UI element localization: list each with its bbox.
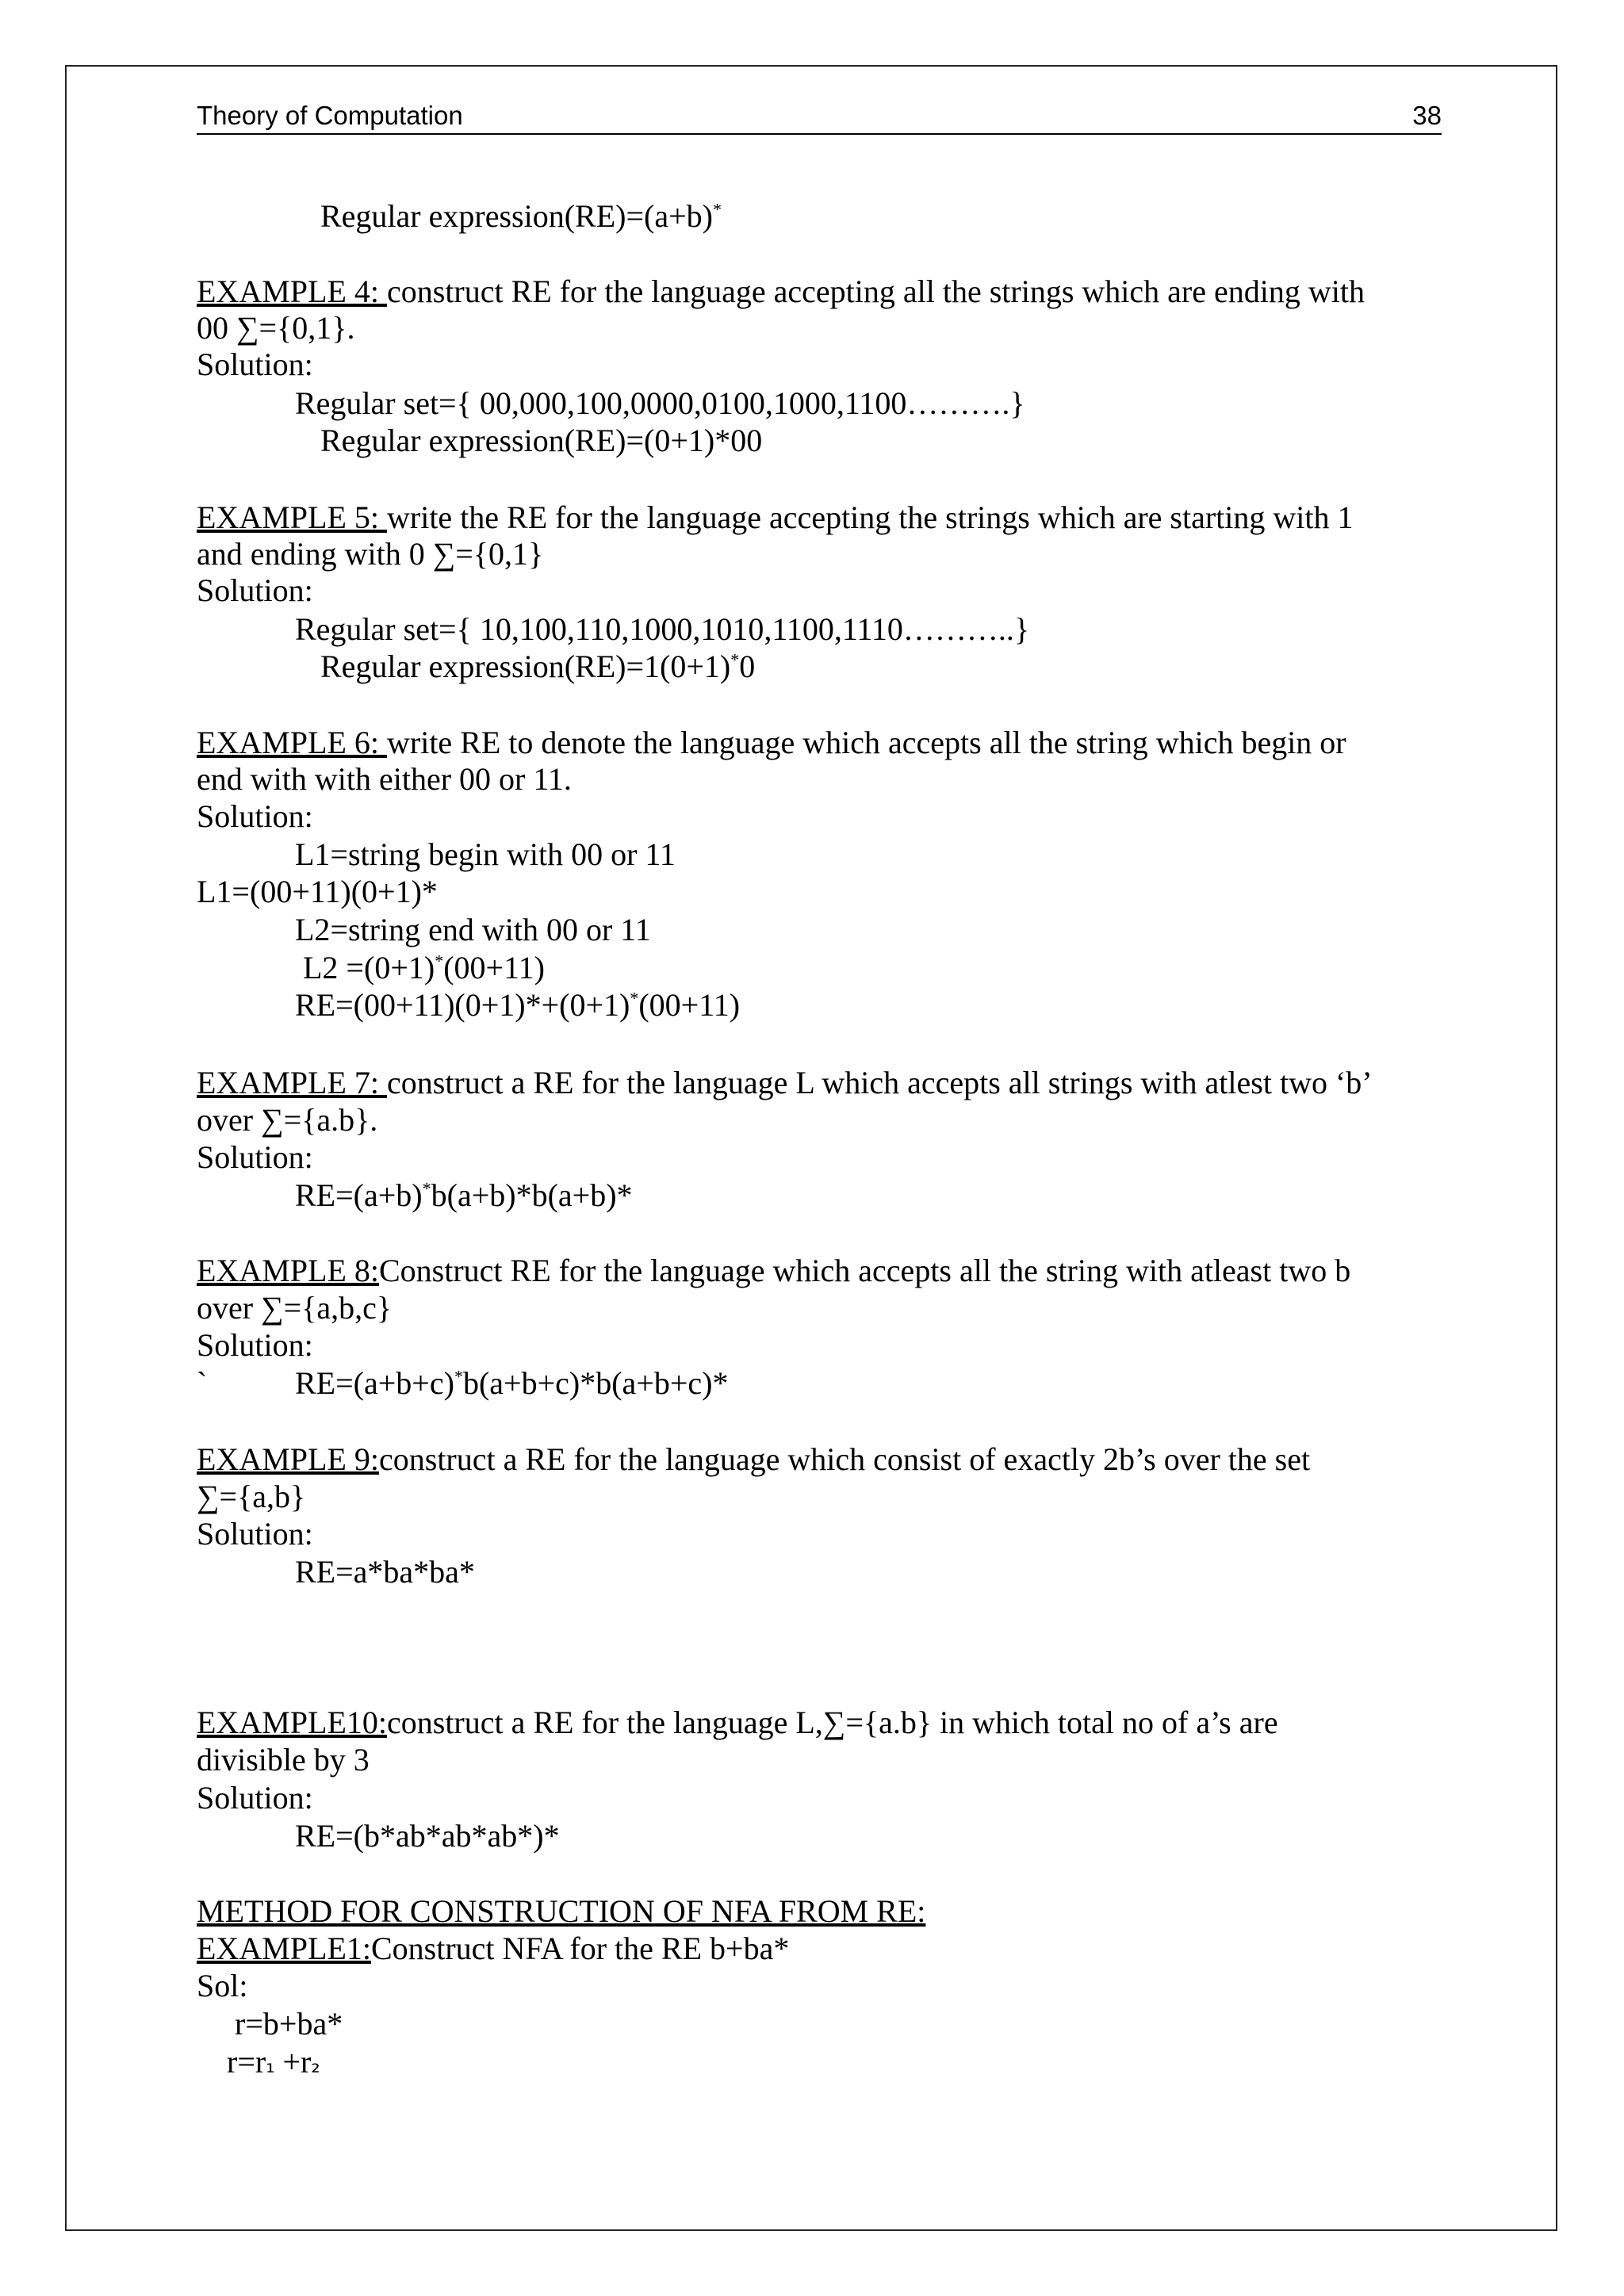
ex4-statement-cont: 00 ∑={0,1}. bbox=[197, 310, 355, 346]
ex8-statement: EXAMPLE 8:Construct RE for the language which accepts all the string with atleast two b bbox=[197, 1253, 1351, 1288]
ex6-solution-label: Solution: bbox=[197, 798, 313, 834]
ex6-l2-re: L2 =(0+1)*(00+11) bbox=[303, 950, 545, 985]
ex8-statement-cont: over ∑={a,b,c} bbox=[197, 1290, 393, 1326]
page-number: 38 bbox=[1412, 101, 1442, 130]
ex4-label: EXAMPLE 4: bbox=[197, 274, 387, 309]
ex5-regular-set: Regular set={ 10,100,110,1000,1010,1100,1110………..} bbox=[295, 611, 1030, 647]
ex8-re: RE=(a+b+c)*b(a+b+c)*b(a+b+c)* bbox=[295, 1365, 729, 1401]
ex4-solution-label: Solution: bbox=[197, 346, 313, 382]
nfa-r-line: r=b+ba* bbox=[235, 2006, 343, 2042]
header-title: Theory of Computation bbox=[197, 101, 463, 130]
ex7-re: RE=(a+b)*b(a+b)*b(a+b)* bbox=[295, 1177, 633, 1213]
ex5-label: EXAMPLE 5: bbox=[197, 499, 387, 535]
nfa-sol-label: Sol: bbox=[197, 1968, 248, 2003]
nfa-r-split: r=r₁ +r₂ bbox=[227, 2044, 320, 2080]
intro-re: Regular expression(RE)=(a+b)* bbox=[320, 198, 722, 234]
ex9-statement-cont: ∑={a,b} bbox=[197, 1479, 306, 1514]
ex7-statement: EXAMPLE 7: construct a RE for the language L which accepts all strings with atlest two ‘b’ bbox=[197, 1065, 1373, 1100]
ex6-l1-re: L1=(00+11)(0+1)* bbox=[197, 874, 438, 909]
ex6-l1-description: L1=string begin with 00 or 11 bbox=[295, 836, 676, 872]
ex4-statement: EXAMPLE 4: construct RE for the language accepting all the strings which are ending with bbox=[197, 274, 1365, 309]
nfa-section-heading: METHOD FOR CONSTRUCTION OF NFA FROM RE: bbox=[197, 1893, 926, 1929]
ex6-label: EXAMPLE 6: bbox=[197, 725, 387, 760]
ex5-statement-cont: and ending with 0 ∑={0,1} bbox=[197, 536, 544, 572]
ex7-label: EXAMPLE 7: bbox=[197, 1065, 387, 1100]
nfa-example1-label: EXAMPLE1: bbox=[197, 1931, 371, 1966]
ex8-label: EXAMPLE 8: bbox=[197, 1253, 379, 1288]
ex9-re: RE=a*ba*ba* bbox=[295, 1554, 475, 1590]
ex8-solution-label: Solution: bbox=[197, 1327, 313, 1363]
ex5-solution-label: Solution: bbox=[197, 572, 313, 608]
ex9-statement: EXAMPLE 9:construct a RE for the language which consist of exactly 2b’s over the set bbox=[197, 1441, 1311, 1477]
page-header bbox=[197, 98, 1442, 135]
ex7-statement-cont: over ∑={a.b}. bbox=[197, 1102, 378, 1138]
ex10-re: RE=(b*ab*ab*ab*)* bbox=[295, 1818, 560, 1854]
ex10-label: EXAMPLE10: bbox=[197, 1705, 387, 1740]
ex10-statement: EXAMPLE10:construct a RE for the language L,∑={a.b} in which total no of a’s are bbox=[197, 1705, 1278, 1740]
ex9-solution-label: Solution: bbox=[197, 1516, 313, 1552]
ex7-solution-label: Solution: bbox=[197, 1139, 313, 1175]
ex10-statement-cont: divisible by 3 bbox=[197, 1742, 370, 1777]
ex5-re: Regular expression(RE)=1(0+1)*0 bbox=[320, 649, 756, 684]
ex6-statement-cont: end with with either 00 or 11. bbox=[197, 761, 572, 797]
ex5-statement: EXAMPLE 5: write the RE for the language accepting the strings which are starting with 1 bbox=[197, 499, 1354, 535]
ex6-l2-description: L2=string end with 00 or 11 bbox=[295, 912, 651, 947]
ex9-label: EXAMPLE 9: bbox=[197, 1441, 379, 1477]
ex8-tick-mark: ` bbox=[197, 1365, 208, 1401]
nfa-example1: EXAMPLE1:Construct NFA for the RE b+ba* bbox=[197, 1931, 790, 1966]
ex4-re: Regular expression(RE)=(0+1)*00 bbox=[320, 423, 763, 458]
ex4-regular-set: Regular set={ 00,000,100,0000,0100,1000,1100……….} bbox=[295, 385, 1025, 421]
ex6-re: RE=(00+11)(0+1)*+(0+1)*(00+11) bbox=[295, 987, 741, 1023]
ex10-solution-label: Solution: bbox=[197, 1780, 313, 1816]
ex6-statement: EXAMPLE 6: write RE to denote the language which accepts all the string which begin or bbox=[197, 725, 1346, 760]
